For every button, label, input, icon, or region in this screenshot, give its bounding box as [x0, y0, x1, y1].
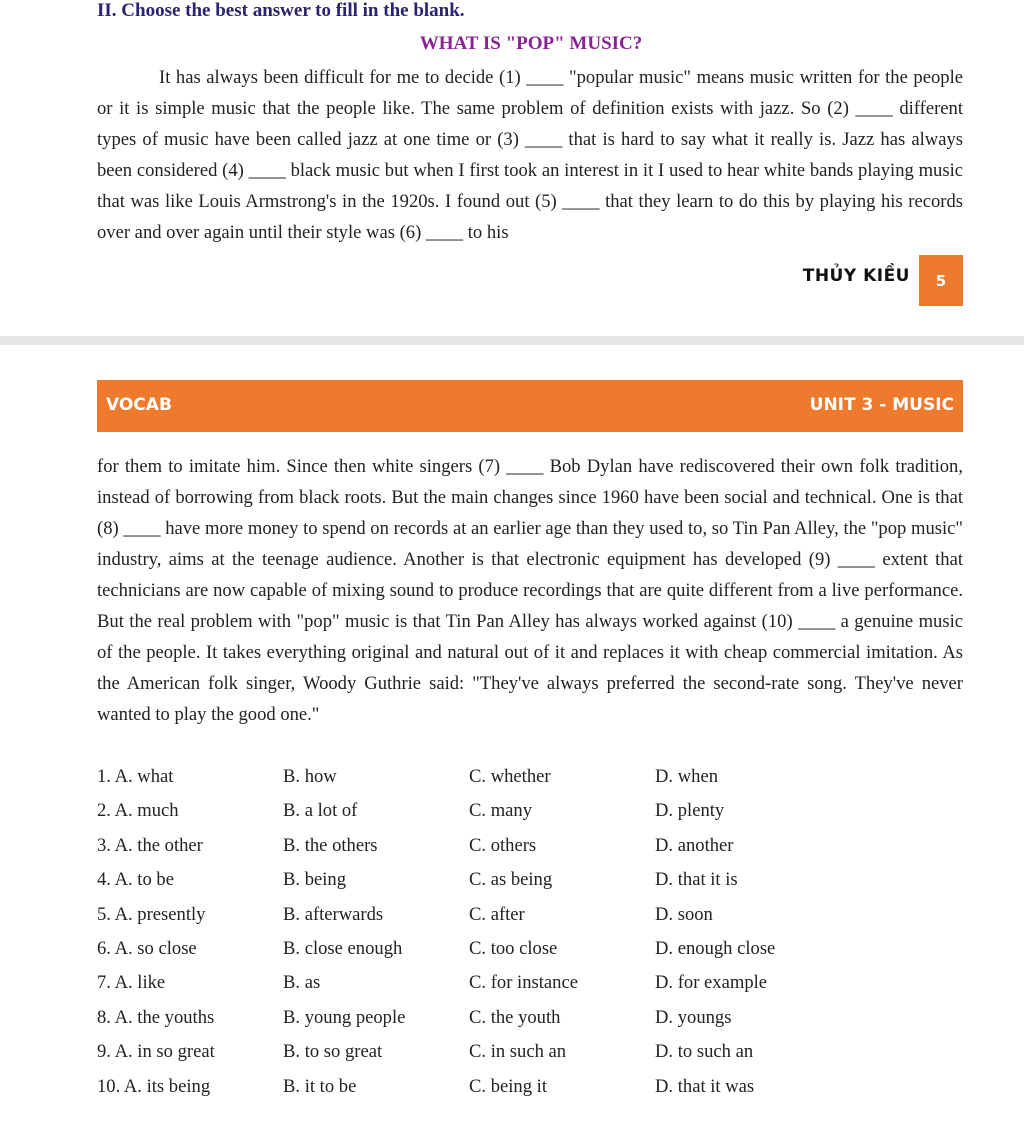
option-a: 6. A. so close	[97, 937, 197, 959]
option-b: B. to so great	[283, 1041, 383, 1063]
option-c: C. the youth	[469, 1006, 561, 1028]
option-b: B. the others	[283, 834, 378, 856]
page-divider	[0, 336, 1024, 345]
option-row	[97, 1037, 963, 1071]
option-a: 1. A. what	[97, 766, 174, 787]
option-row	[97, 796, 963, 830]
option-a: 4. A. to be	[97, 869, 174, 891]
option-row	[97, 831, 963, 865]
option-row	[97, 762, 963, 796]
option-c: C. being it	[469, 1075, 547, 1097]
option-c: C. for instance	[469, 972, 578, 994]
option-d: D. another	[655, 834, 734, 856]
option-row	[97, 900, 963, 934]
option-a: 7. A. like	[97, 972, 166, 994]
option-b: B. how	[283, 766, 337, 787]
option-c: C. in such an	[469, 1041, 567, 1063]
option-c: C. as being	[469, 869, 553, 891]
option-c: C. others	[469, 834, 537, 856]
section-heading: II. Choose the best answer to fill in the blank.	[97, 0, 465, 21]
passage-title: WHAT IS "POP" MUSIC?	[419, 33, 643, 54]
option-d: D. youngs	[655, 1006, 732, 1028]
passage-paragraph-1: It has always been difficult for me to decide (1) ____ "popular music" means music written for the people or it is simple music that the people like. The same problem of definition exists with jazz. So (2) ____ different types of music have been called jazz at one time or (3) ____ that is hard to say what it really is. Jazz has always been considered (4) ____ black music but when I first took an interest in it I used to hear white bands playing music that was like Louis Armstrong's in the 1920s. I found out (5) ____ that they learn to do this by playing his records over and over again until their style was (6) ____ to his	[97, 67, 963, 243]
option-a: 9. A. in so great	[97, 1041, 215, 1063]
option-a: 3. A. the other	[97, 834, 203, 856]
option-b: B. it to be	[283, 1075, 357, 1097]
option-c: C. after	[469, 903, 525, 925]
option-d: D. that it was	[655, 1075, 755, 1097]
option-a: 2. A. much	[97, 800, 179, 822]
footer-author: THỦY KIỀU	[802, 266, 910, 286]
option-c: C. many	[469, 800, 533, 822]
option-d: D. that it is	[655, 869, 738, 891]
option-row	[97, 968, 963, 1002]
option-b: B. as	[283, 972, 321, 994]
header-bar	[97, 380, 963, 432]
option-d: D. soon	[655, 903, 713, 925]
option-b: B. close enough	[283, 937, 403, 959]
option-b: B. afterwards	[283, 903, 384, 925]
option-row	[97, 1072, 963, 1106]
option-c: C. whether	[469, 766, 551, 787]
option-a: 5. A. presently	[97, 903, 206, 925]
header-unit-label: UNIT 3 - MUSIC	[809, 395, 954, 415]
option-d: D. enough close	[655, 937, 776, 959]
option-c: C. too close	[469, 937, 558, 959]
option-b: B. young people	[283, 1006, 406, 1028]
option-d: D. for example	[655, 972, 768, 994]
option-d: D. to such an	[655, 1041, 754, 1063]
passage-paragraph-2: for them to imitate him. Since then white singers (7) ____ Bob Dylan have rediscovered their own folk tradition, instead of borrowing from black roots. But the main changes since 1960 have been social and technical. One is that (8) ____ have more money to spend on records at an earlier age than they used to, so Tin Pan Alley, the "pop music" industry, aims at the teenage audience. Another is that electronic equipment has developed (9) ____ extent that technicians are now capable of mixing sound to produce recordings that are quite different from a live performance. But the real problem with "pop" music is that Tin Pan Alley has always worked against (10) ____ a genuine music of the people. It takes everything original and natural out of it and replaces it with cheap commercial imitation. As the American folk singer, Woody Guthrie said: "They've always preferred the second-rate song. They've never wanted to play the good one."	[97, 456, 963, 725]
header-vocab-label: VOCAB	[106, 395, 172, 415]
option-b: B. a lot of	[283, 800, 358, 822]
option-d: D. when	[655, 766, 718, 787]
option-row	[97, 865, 963, 899]
option-row	[97, 934, 963, 968]
answer-options	[97, 762, 963, 1106]
option-a: 8. A. the youths	[97, 1006, 215, 1028]
option-row	[97, 1003, 963, 1037]
page-number: 5	[919, 255, 963, 306]
option-b: B. being	[283, 869, 347, 891]
option-d: D. plenty	[655, 800, 725, 822]
option-a: 10. A. its being	[97, 1075, 211, 1097]
